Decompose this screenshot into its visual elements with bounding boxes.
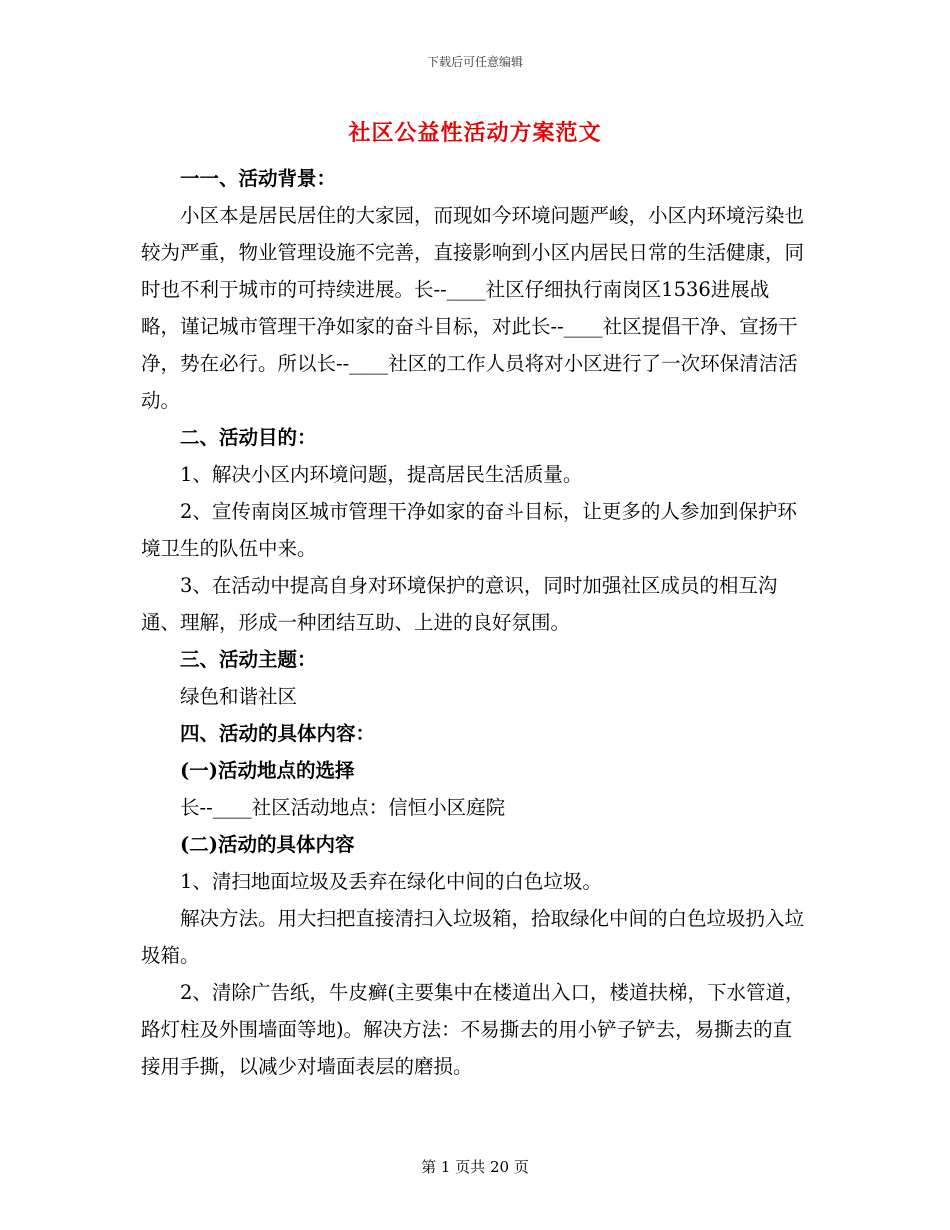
heading-theme: 三、活动主题： [180,648,317,671]
paragraph-background: 小区本是居民居住的大家园，而现如今环境问题严峻，小区内环境污染也较为严重，物业管理设施不完善，直接影响到小区内居民日常的生活健康，同时也不利于城市的可持续进展。长--____社区仔细执行南岗区1536进展战略，谨记城市管理干净如家的奋斗目标，对此长--____社区提倡干净、宣扬干净，势在必行。所以长--____社区的工作人员将对小区进行了一次环保清洁活动。 [141,204,805,412]
heading-purpose: 二、活动目的： [180,426,317,449]
purpose-item-1: 1、解决小区内环境问题，提高居民生活质量。 [180,463,583,486]
purpose-item-3: 3、在活动中提高自身对环境保护的意识，同时加强社区成员的相互沟通、理解，形成一种团结互助、上进的良好氛围。 [141,574,778,634]
heading-background: 一一、活动背景： [180,167,337,190]
purpose-item-2: 2、宣传南岗区城市管理干净如家的奋斗目标，让更多的人参加到保护环境卫生的队伍中来。 [141,500,797,560]
document-title: 社区公益性活动方案范文 [348,120,602,146]
detail-item-1: 1、清扫地面垃圾及丢弃在绿化中间的白色垃圾。 [180,870,602,893]
page-footer: 第 1 页共 20 页 [421,1158,529,1176]
paragraph-location: 长--____社区活动地点：信恒小区庭院 [180,796,506,819]
heading-content: 四、活动的具体内容： [180,722,376,745]
paragraph-theme: 绿色和谐社区 [180,685,298,708]
document-body [141,160,806,1085]
subheading-location: (一)活动地点的选择 [180,759,355,782]
page-header: 下载后可任意编辑 [426,55,523,69]
detail-method-1: 解决方法。用大扫把直接清扫入垃圾箱，拾取绿化中间的白色垃圾扔入垃圾箱。 [141,907,805,967]
detail-item-2: 2、清除广告纸，牛皮癣(主要集中在楼道出入口，楼道扶梯，下水管道，路灯柱及外围墙面等地)。解决方法：不易撕去的用小铲子铲去，易撕去的直接用手撕，以减少对墙面表层的磨损。 [141,981,805,1078]
subheading-details: (二)活动的具体内容 [180,833,355,856]
